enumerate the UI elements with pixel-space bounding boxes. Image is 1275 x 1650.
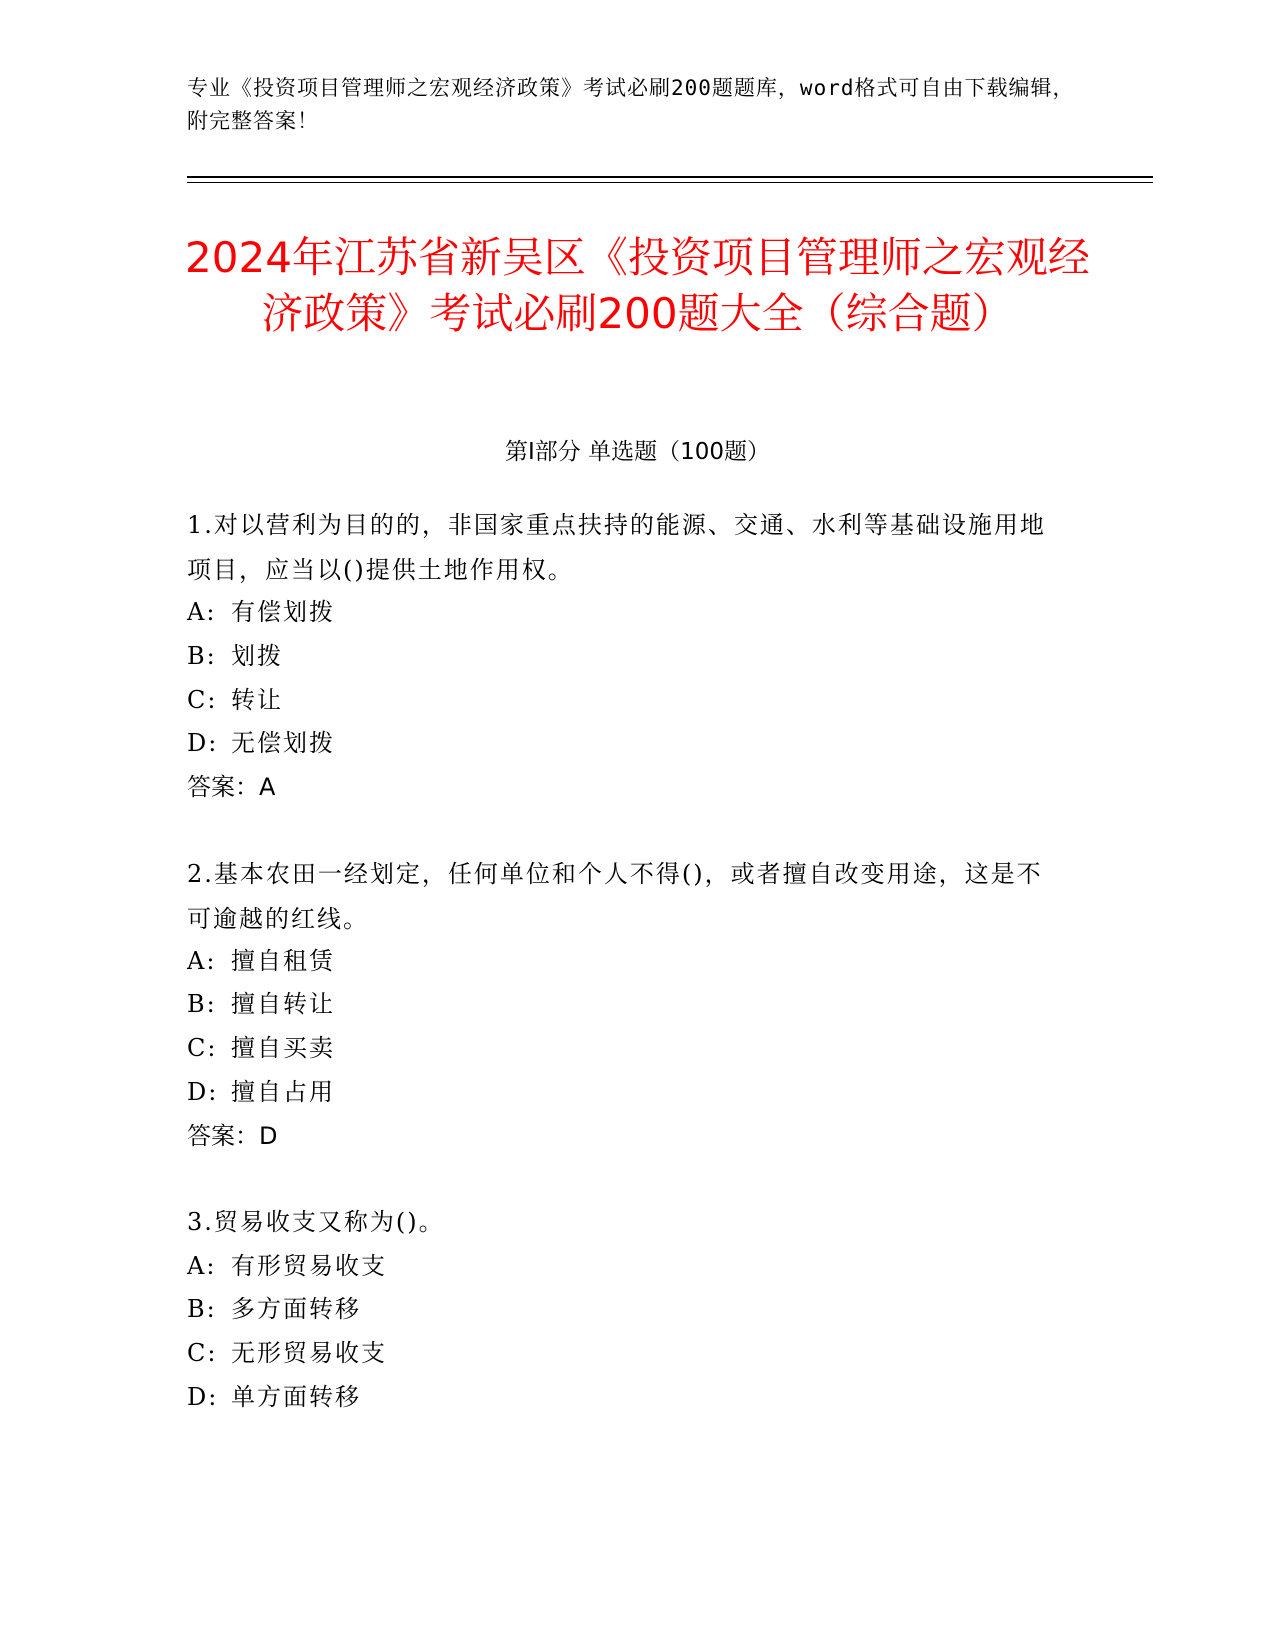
question-2-option-b: [187, 989, 335, 1019]
question-3-option-a: [187, 1251, 387, 1281]
option-text: 擅自转让: [231, 990, 335, 1018]
option-key: B:: [187, 990, 217, 1018]
document-title: 2024年江苏省新吴区《投资项目管理师之宏观经济政策》考试必刷200题大全（综合题）: [185, 233, 1090, 338]
option-key: B:: [187, 1295, 217, 1323]
question-1-option-a: [187, 597, 335, 627]
header-note: 专业《投资项目管理师之宏观经济政策》考试必刷200题题库，word格式可自由下载编辑，附完整答案！: [187, 76, 1075, 133]
question-2-text: 2.基本农田一经划定，任何单位和个人不得()，或者擅自改变用途，这是不可逾越的红线。: [187, 860, 1043, 933]
option-key: D:: [187, 729, 219, 757]
option-text: 无偿划拨: [231, 729, 335, 757]
option-key: C:: [187, 1339, 218, 1367]
question-2-answer: 答案：D: [187, 1122, 278, 1150]
option-text: 擅自占用: [231, 1078, 335, 1106]
question-2-option-a: [187, 946, 335, 976]
question-1-option-d: [187, 728, 335, 758]
option-text: 转让: [231, 686, 283, 714]
question-1-option-c: [187, 685, 283, 715]
header-divider-thick: [187, 176, 1153, 178]
question-1-option-b: [187, 641, 283, 671]
option-key: D:: [187, 1078, 219, 1106]
section-heading: 第I部分 单选题（100题）: [505, 439, 770, 465]
option-key: B:: [187, 642, 217, 670]
option-text: 无形贸易收支: [231, 1339, 387, 1367]
question-2-option-c: [187, 1033, 335, 1063]
option-text: 单方面转移: [231, 1383, 361, 1411]
question-1-answer: 答案：A: [187, 773, 276, 801]
question-3-option-b: [187, 1294, 361, 1324]
option-key: A:: [187, 1252, 217, 1280]
option-key: A:: [187, 947, 217, 975]
option-text: 有形贸易收支: [231, 1252, 387, 1280]
question-3-option-c: [187, 1338, 387, 1368]
option-text: 擅自买卖: [231, 1034, 335, 1062]
option-text: 划拨: [231, 642, 283, 670]
option-text: 多方面转移: [231, 1295, 361, 1323]
question-2-option-d: [187, 1077, 335, 1107]
question-3-text: 3.贸易收支又称为()。: [187, 1208, 445, 1236]
option-key: D:: [187, 1383, 219, 1411]
option-key: A:: [187, 598, 217, 626]
question-1-text: 1.对以营利为目的的，非国家重点扶持的能源、交通、水利等基础设施用地项目，应当以()提供土地作用权。: [187, 511, 1046, 584]
header-divider-thin: [187, 182, 1153, 183]
question-3-option-d: [187, 1382, 361, 1412]
option-text: 有偿划拨: [231, 598, 335, 626]
option-key: C:: [187, 1034, 218, 1062]
option-key: C:: [187, 686, 218, 714]
option-text: 擅自租赁: [231, 947, 335, 975]
